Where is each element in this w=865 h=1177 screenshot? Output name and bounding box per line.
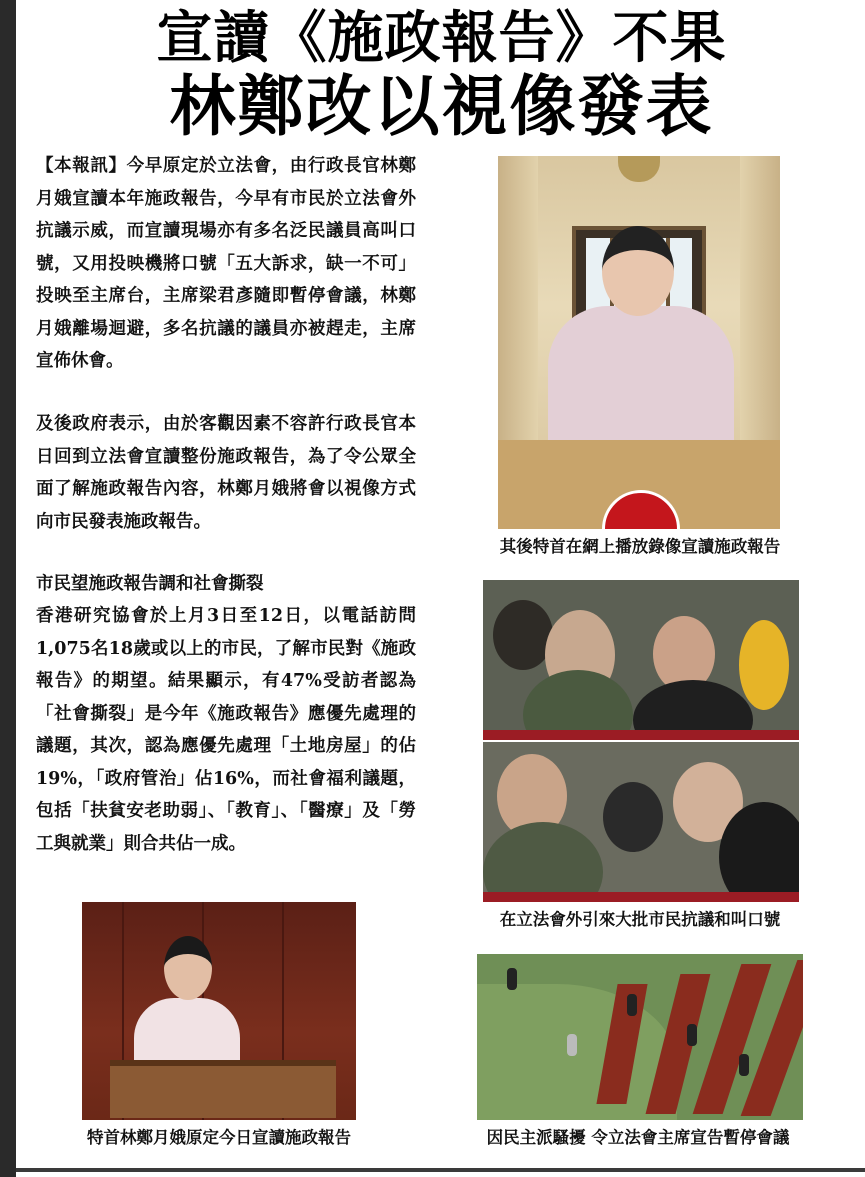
article-paragraph-1-text: 【本報訊】今早原定於立法會，由行政長官林鄭月娥宣讀本年施政報告，今早有市民於立法會外抗議示威，而宣讀現場亦有多名泛民議員高叫口號，又用投映機將口號「五大訴求，缺一不可」投映至主席台，主席梁君彥隨即暫停會議，林鄭月娥離場迴避，多名抗議的議員亦被趕走，主席宣佈休會。 [36, 156, 416, 371]
speaker-desk [110, 1060, 336, 1118]
headline-line-1: 宣讀《施政報告》不果 [156, 5, 727, 71]
member-figure [687, 1024, 697, 1046]
caption-photo-4: 因民主派騷擾 令立法會主席宣告暫停會議 [486, 1128, 790, 1147]
article-paragraph-3 [36, 600, 416, 860]
photo-protest-bottom [483, 742, 799, 902]
crowd-figure [603, 782, 663, 852]
article-paragraph-1 [36, 150, 416, 378]
article-paragraph-2 [36, 408, 416, 538]
caption-photo-3: 特首林鄭月娥原定今日宣讀施政報告 [87, 1128, 351, 1147]
member-figure [627, 994, 637, 1016]
photo-video-address [498, 156, 780, 529]
caption-photo-2: 在立法會外引來大批市民抗議和叫口號 [499, 910, 781, 929]
member-figure [507, 968, 517, 990]
article-subheading: 市民望施政報告調和社會撕裂 [36, 574, 264, 594]
article-paragraph-2-text: 及後政府表示，由於客觀因素不容許行政長官本日回到立法會宣讀整份施政報告，為了令公眾全面了解施政報告內容，林鄭月娥將會以視像方式向市民發表施政報告。 [36, 414, 416, 532]
photo-chief-executive [82, 902, 356, 1120]
officer-figure [483, 822, 603, 902]
banner-strip [483, 730, 799, 740]
photo-legco-chamber [477, 954, 803, 1120]
left-border [0, 0, 16, 1177]
photo-protest-top [483, 580, 799, 740]
member-figure [739, 1054, 749, 1076]
chamber-carpet [477, 984, 677, 1120]
article-paragraph-3-text: 香港研究協會於上月3日至12日，以電話訪問1,075名18歲或以上的市民，了解市民對《施政報告》的期望。結果顯示，有47%受訪者認為「社會撕裂」是今年《施政報告》應優先處理的議題，其次，認為應優先處理「土地房屋」的佔19%，「政府管治」佔16%，而社會福利議題，包括「扶貧安老助弱」、「教育」、「醫療」及「勞工與就業」則合共佔一成。 [36, 606, 416, 854]
caption-photo-1: 其後特首在網上播放錄像宣讀施政報告 [499, 537, 781, 556]
speaker-head [164, 936, 212, 1000]
chandelier [618, 156, 660, 182]
bottom-border [16, 1168, 865, 1172]
crowd-figure [493, 600, 553, 670]
member-figure [567, 1034, 577, 1056]
crowd-figure [739, 620, 789, 710]
speaker-figure [548, 306, 734, 441]
headline-line-2: 林鄭改以視像發表 [169, 67, 714, 145]
banner-strip [483, 892, 799, 902]
speaker-head [602, 226, 674, 316]
